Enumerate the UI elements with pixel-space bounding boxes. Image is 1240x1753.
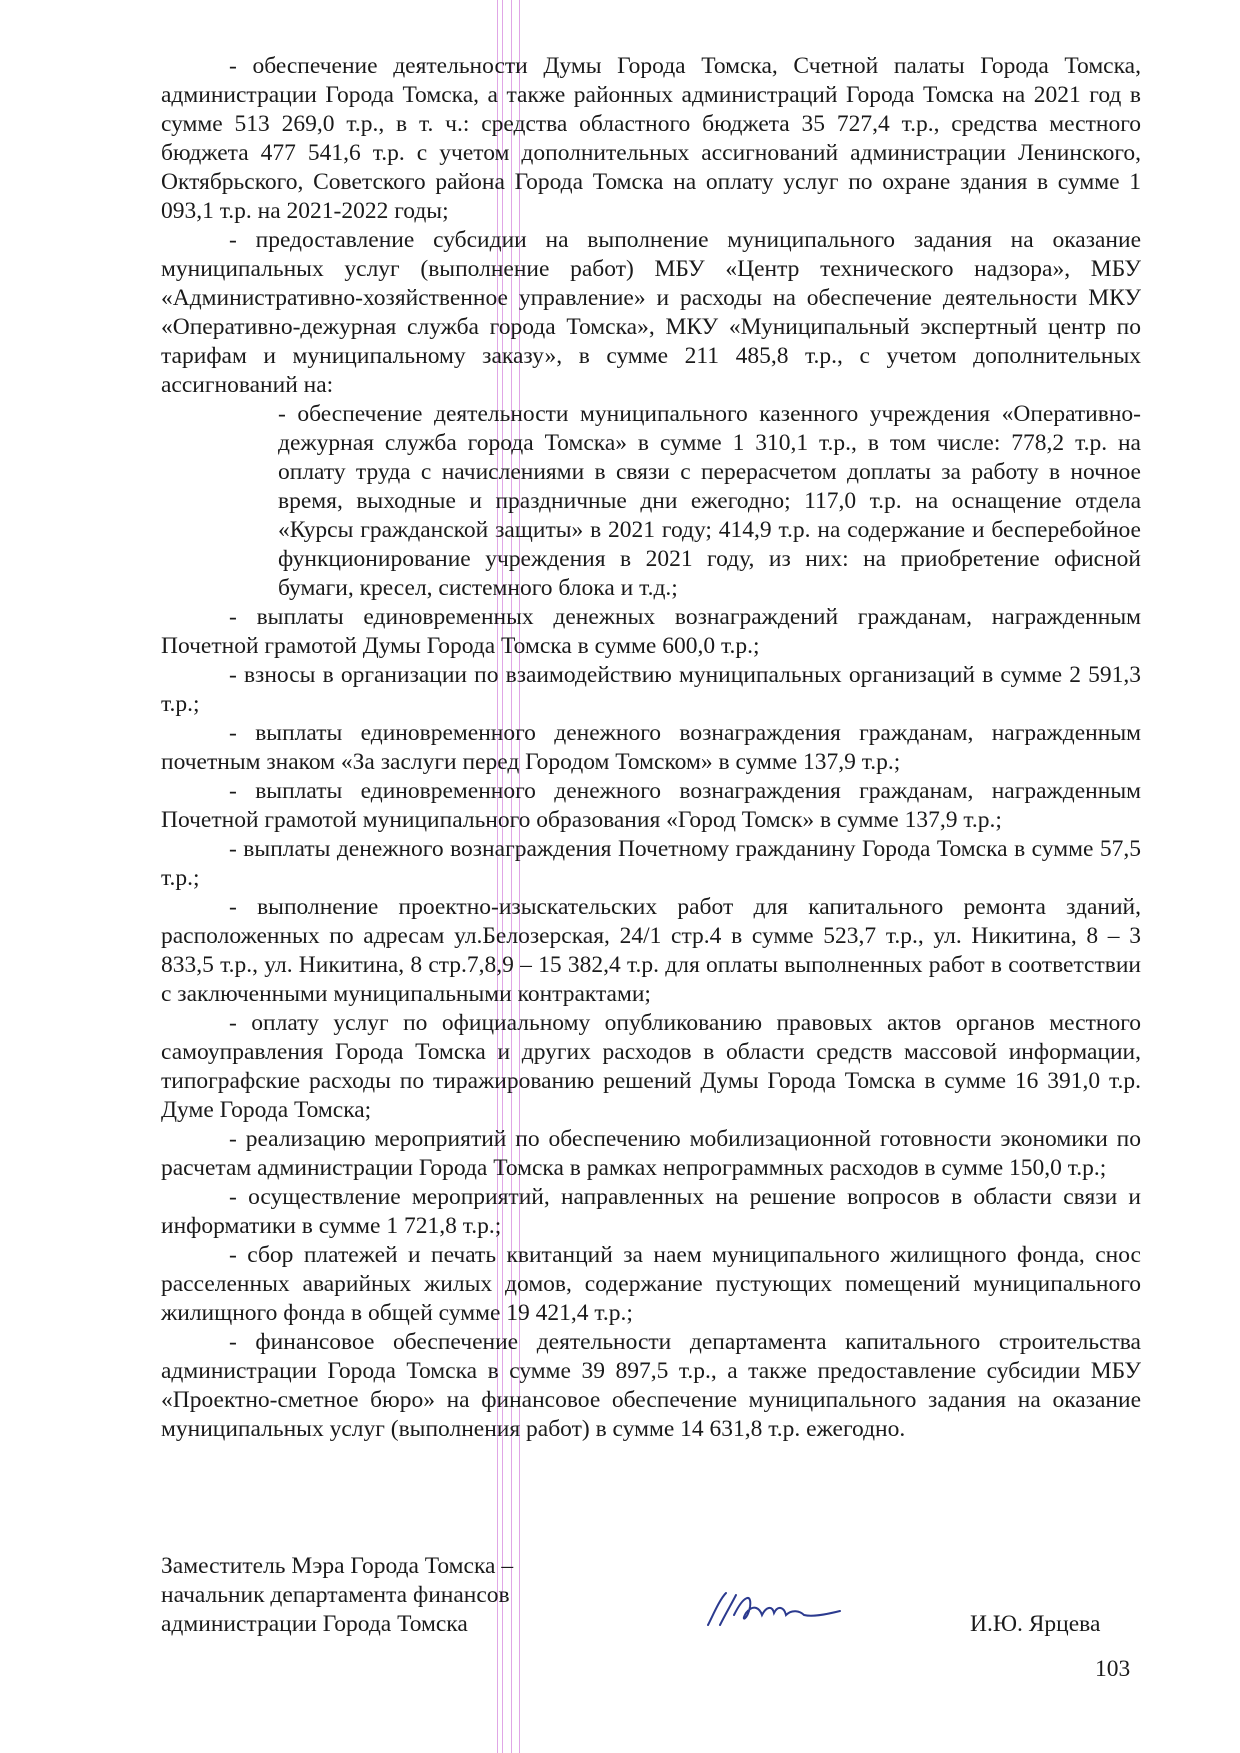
paragraph: - финансовое обеспечение деятельности департамента капитального строительства администрации Города Томска в сумме 39 897,5 т.р., а также предоставление субсидии МБУ «Проектно-сметное бюро» на финансовое обеспечение муниципального задания на оказание муниципальных услуг (выполнения работ) в сумме 14 631,8 т.р. ежегодно. [161, 1329, 1141, 1442]
paragraph: - выплаты единовременных денежных вознаграждений гражданам, награжденным Почетной грамотой Думы Города Томска в сумме 600,0 т.р.; [161, 604, 1141, 659]
paragraph: - сбор платежей и печать квитанций за наем муниципального жилищного фонда, снос расселенных аварийных жилых домов, содержание пустующих помещений муниципального жилищного фонда в общей сумме 19 421,4 т.р.; [161, 1242, 1141, 1326]
paragraph: - осуществление мероприятий, направленных на решение вопросов в области связи и информатики в сумме 1 721,8 т.р.; [161, 1184, 1141, 1239]
paragraph: - выплаты единовременного денежного вознаграждения гражданам, награжденным почетным знаком «За заслуги перед Городом Томском» в сумме 137,9 т.р.; [161, 720, 1141, 775]
page-number: 103 [1095, 1656, 1131, 1682]
signatory-name: И.Ю. Ярцева [970, 1611, 1101, 1637]
handwritten-signature [700, 1585, 850, 1635]
paragraph: - выплаты единовременного денежного вознаграждения гражданам, награжденным Почетной грамотой муниципального образования «Город Томск» в сумме 137,9 т.р.; [161, 778, 1141, 833]
paragraph: - взносы в организации по взаимодействию муниципальных организаций в сумме 2 591,3 т.р.; [161, 662, 1141, 717]
signatory-title-line: начальник департамента финансов [161, 1582, 510, 1608]
paragraph: - выполнение проектно-изыскательских работ для капитального ремонта зданий, расположенных по адресам ул.Белозерская, 24/1 стр.4 в сумме 523,7 т.р., ул. Никитина, 8 – 3 833,5 т.р., ул. Никитина, 8 стр.7,8,9 – 15 382,4 т.р. для оплаты выполненных работ в соответствии с заключенными муниципальными контрактами; [161, 894, 1141, 1007]
document-body [161, 52, 1141, 1444]
signatory-title-line: администрации Города Томска [161, 1611, 468, 1637]
sub-paragraph: - обеспечение деятельности муниципального казенного учреждения «Оперативно-дежурная служба города Томска» в сумме 1 310,1 т.р., в том числе: 778,2 т.р. на оплату труда с начислениями в связи с перерасчетом доплаты за работу в ночное время, выходные и праздничные дни ежегодно; 117,0 т.р. на оснащение отдела «Курсы гражданской защиты» в 2021 году; 414,9 т.р. на содержание и бесперебойное функционирование учреждения в 2021 году, из них: на приобретение офисной бумаги, кресел, системного блока и т.д.; [278, 401, 1141, 601]
signatory-title-line: Заместитель Мэра Города Томска – [161, 1553, 514, 1579]
paragraph: - выплаты денежного вознаграждения Почетному гражданину Города Томска в сумме 57,5 т.р.; [161, 836, 1141, 891]
signatory-title [161, 1552, 513, 1639]
paragraph: - обеспечение деятельности Думы Города Томска, Счетной палаты Города Томска, администрации Города Томска, а также районных администраций Города Томска на 2021 год в сумме 513 269,0 т.р., в т. ч.: средства областного бюджета 35 727,4 т.р., средства местного бюджета 477 541,6 т.р. с учетом дополнительных ассигнований администрации Ленинского, Октябрьского, Советского района Города Томска на оплату услуг по охране здания в сумме 1 093,1 т.р. на 2021-2022 годы; [161, 53, 1141, 224]
paragraph: - реализацию мероприятий по обеспечению мобилизационной готовности экономики по расчетам администрации Города Томска в рамках непрограммных расходов в сумме 150,0 т.р.; [161, 1126, 1141, 1181]
paragraph: - предоставление субсидии на выполнение муниципального задания на оказание муниципальных услуг (выполнение работ) МБУ «Центр технического надзора», МБУ «Административно-хозяйственное управление» и расходы на обеспечение деятельности МКУ «Оперативно-дежурная служба города Томска», МКУ «Муниципальный экспертный центр по тарифам и муниципальному заказу», в сумме 211 485,8 т.р., с учетом дополнительных ассигнований на: [161, 227, 1141, 398]
paragraph: - оплату услуг по официальному опубликованию правовых актов органов местного самоуправления Города Томска и других расходов в области средств массовой информации, типографские расходы по тиражированию решений Думы Города Томска в сумме 16 391,0 т.р. Думе Города Томска; [161, 1010, 1141, 1123]
